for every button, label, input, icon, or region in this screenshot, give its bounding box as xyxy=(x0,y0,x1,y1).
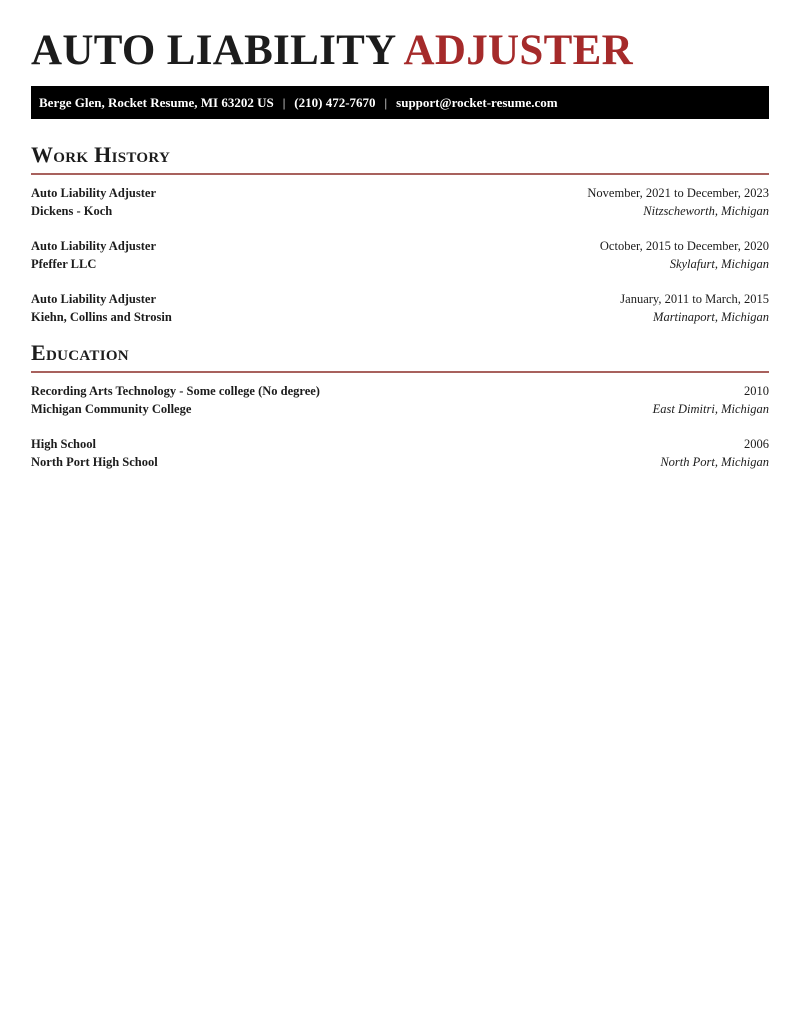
job-dates: October, 2015 to December, 2020 xyxy=(599,239,769,253)
contact-separator: | xyxy=(282,95,286,110)
contact-bar xyxy=(31,86,769,119)
education-section xyxy=(31,340,769,471)
job-dates: January, 2011 to March, 2015 xyxy=(620,292,769,306)
section-divider xyxy=(31,371,769,373)
title-accent-part: ADJUSTER xyxy=(403,27,633,74)
contact-email[interactable]: support@rocket-resume.com xyxy=(396,95,558,110)
page-title xyxy=(31,0,769,86)
job-title: Auto Liability Adjuster xyxy=(31,292,157,306)
school-location: East Dimitri, Michigan xyxy=(652,402,769,416)
job-location: Nitzscheworth, Michigan xyxy=(643,204,769,218)
work-history-heading: Work History xyxy=(31,142,171,167)
education-entry xyxy=(31,382,769,418)
graduation-year: 2010 xyxy=(744,384,769,398)
work-entry xyxy=(31,184,769,220)
school-name: North Port High School xyxy=(31,455,158,469)
section-divider xyxy=(31,173,769,175)
education-heading: Education xyxy=(31,340,129,365)
work-entry xyxy=(31,290,769,326)
contact-separator: | xyxy=(384,95,388,110)
work-history-section xyxy=(31,142,769,326)
contact-address: Berge Glen, Rocket Resume, MI 63202 US xyxy=(39,95,274,110)
education-entry xyxy=(31,435,769,471)
contact-phone[interactable]: (210) 472-7670 xyxy=(294,95,376,110)
company-name: Kiehn, Collins and Strosin xyxy=(31,310,172,324)
job-location: Skylafurt, Michigan xyxy=(669,257,769,271)
job-title: Auto Liability Adjuster xyxy=(31,186,157,200)
work-entry xyxy=(31,237,769,273)
company-name: Pfeffer LLC xyxy=(31,257,97,271)
degree-name: High School xyxy=(31,437,96,451)
job-title: Auto Liability Adjuster xyxy=(31,239,157,253)
school-location: North Port, Michigan xyxy=(660,455,769,469)
degree-name: Recording Arts Technology - Some college (No degree) xyxy=(31,384,320,398)
job-location: Martinaport, Michigan xyxy=(653,310,769,324)
graduation-year: 2006 xyxy=(744,437,769,451)
job-dates: November, 2021 to December, 2023 xyxy=(587,186,769,200)
school-name: Michigan Community College xyxy=(31,402,192,416)
title-first-part: AUTO LIABILITY xyxy=(31,27,395,74)
company-name: Dickens - Koch xyxy=(31,204,113,218)
